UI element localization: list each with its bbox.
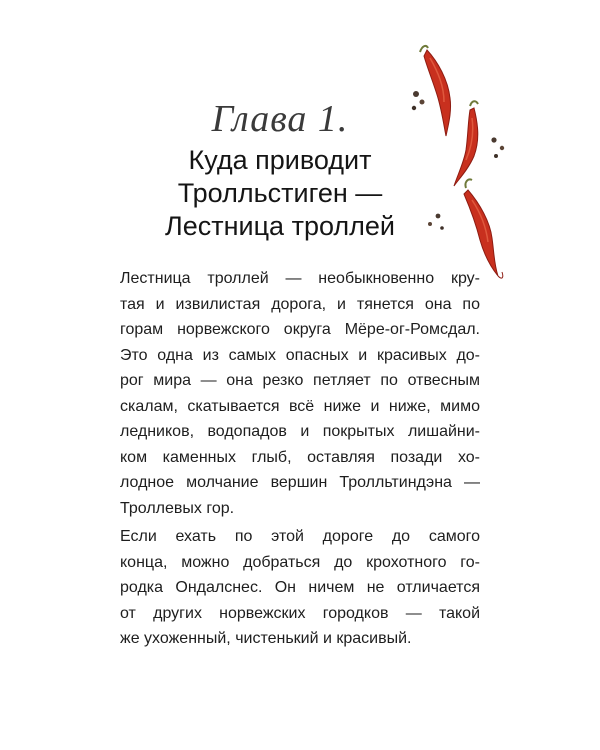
text-line: горам норвежского округа Мёре-ог-Ромсдал. [120, 321, 480, 338]
text-line: тая и извилистая дорога, и тянется она по [120, 295, 480, 313]
text-line: конца, можно добраться до крохотного го- [120, 553, 480, 571]
text-line: от других норвежских городков — такой [120, 604, 480, 622]
chili-peppers-illustration [408, 40, 518, 290]
text-line: рог мира — она резко петляет по отвесным [120, 372, 480, 389]
text-line: же ухоженный, чистенький и красивый. [120, 630, 412, 647]
text-line: родка Ондалснес. Он ничем не отличается [120, 579, 480, 596]
paragraph [120, 524, 480, 652]
peppercorn-icon [412, 91, 504, 230]
text-line: ледников, водопадов и покрытых лишайни- [120, 423, 480, 440]
chapter-title-line: Тролльстиген — [177, 178, 383, 208]
text-line: Лестница троллей — необыкновенно кру- [120, 270, 480, 287]
text-line: Это одна из самых опасных и красивых до- [120, 346, 480, 364]
chapter-title-line: Куда приводит [188, 145, 372, 175]
text-line: Если ехать по этой дороге до самого [120, 528, 480, 545]
chili-pepper-icon [454, 101, 478, 186]
text-line: лодное молчание вершин Тролльтиндэна — [120, 474, 480, 491]
chapter-title-line: Лестница троллей [165, 211, 395, 241]
text-line: Троллевых гор. [120, 499, 235, 517]
text-line: скалам, скатывается всё ниже и ниже, мимо [120, 397, 480, 415]
paragraph [120, 266, 480, 521]
chili-pepper-icon [420, 46, 451, 136]
chili-pepper-icon [464, 179, 503, 278]
chapter-label: Глава 1. [211, 98, 349, 140]
text-line: ком каменных глыб, оставляя позади хо- [120, 448, 480, 466]
body-text [120, 266, 480, 652]
